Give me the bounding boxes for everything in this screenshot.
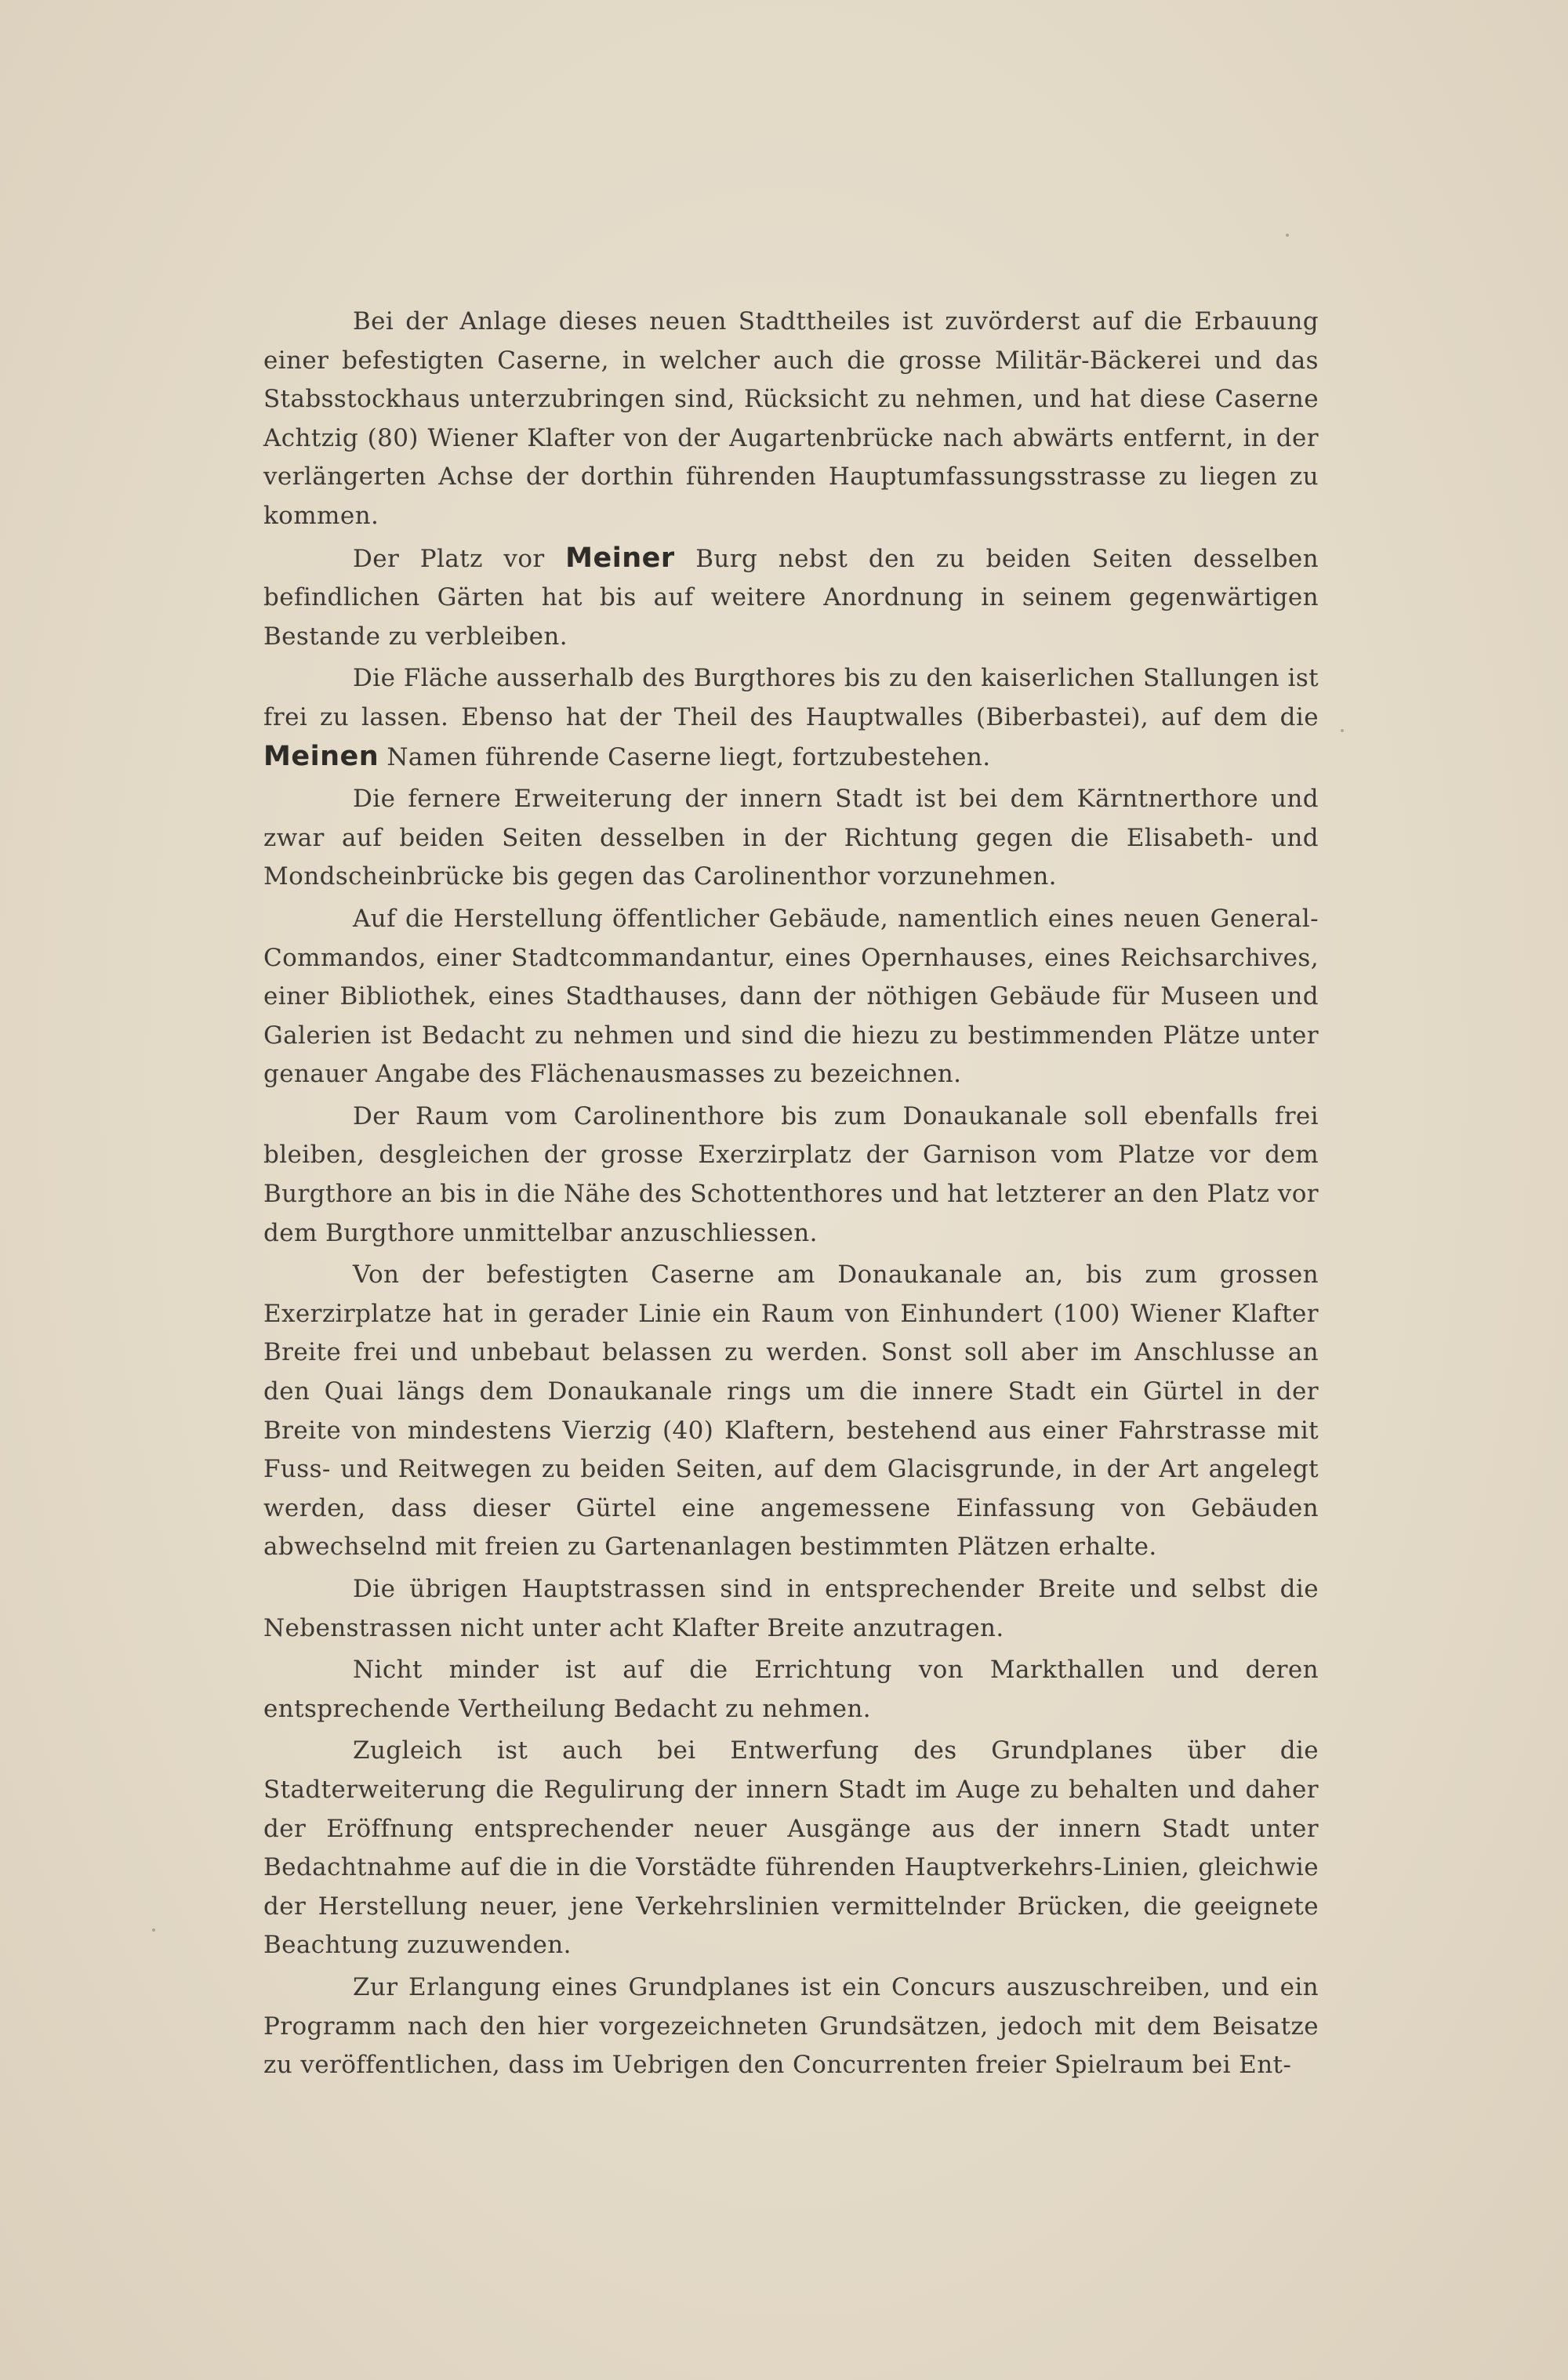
paper-speck bbox=[1286, 234, 1289, 237]
paragraph bbox=[263, 1968, 1319, 2085]
paragraph-text: Namen führende Caserne liegt, fortzubestehen. bbox=[379, 742, 991, 771]
paragraph-text: Zur Erlangung eines Grundplanes ist ein Concurs auszuschreiben, und ein Programm nach den hier vorgezeichneten Grundsätzen, jedoch mit dem Beisatze zu veröffentlichen, dass im Uebrigen den Concurrenten freier Spielraum bei Ent- bbox=[263, 1972, 1319, 2080]
emphasized-word: Meinen bbox=[263, 740, 379, 772]
paragraph bbox=[263, 303, 1319, 536]
paragraph-text: Der Raum vom Carolinenthore bis zum Donaukanale soll ebenfalls frei bleiben, desgleichen der grosse Exerzirplatz der Garnison vom Platze vor dem Burgthore an bis in die Nähe des Schottenthores und hat letzterer an den Platz vor dem Burgthore unmittelbar anzuschliessen. bbox=[263, 1101, 1319, 1247]
paragraph-text: Der Platz vor bbox=[353, 544, 566, 573]
paragraph bbox=[263, 1256, 1319, 1567]
paragraph bbox=[263, 780, 1319, 897]
paragraph-text: Die übrigen Hauptstrassen sind in entsprechender Breite und selbst die Nebenstrassen nicht unter acht Klafter Breite anzutragen. bbox=[263, 1575, 1319, 1642]
paragraph bbox=[263, 1570, 1319, 1648]
body-text bbox=[263, 303, 1319, 2088]
paragraph-text: Nicht minder ist auf die Errichtung von Markthallen und deren entsprechende Vertheilung Bedacht zu nehmen. bbox=[263, 1656, 1319, 1723]
paragraph bbox=[263, 1651, 1319, 1729]
paragraph bbox=[263, 900, 1319, 1094]
paragraph-text: Bei der Anlage dieses neuen Stadttheiles ist zuvörderst auf die Erbauung einer befestigten Caserne, in welcher auch die grosse Militär-Bäckerei und das Stabsstockhaus unterzubringen sind, Rücksicht zu nehmen, und hat diese Caserne Achtzig (80) Wiener Klafter von der Augartenbrücke nach abwärts entfernt, in der verlängerten Achse der dorthin führenden Hauptumfassungsstrasse zu liegen zu kommen. bbox=[263, 307, 1319, 530]
emphasized-word: Meiner bbox=[565, 542, 675, 574]
paragraph-text: Zugleich ist auch bei Entwerfung des Grundplanes über die Stadterweiterung die Regulirung der innern Stadt im Auge zu behalten und daher der Eröffnung entsprechender neuer Ausgänge aus der innern Stadt unter Bedachtnahme auf die in die Vorstädte führenden Hauptverkehrs-Linien, gleichwie der Herstellung neuer, jene Verkehrslinien vermittelnder Brücken, die geeignete Beachtung zuzuwenden. bbox=[263, 1736, 1319, 1960]
paragraph-text: Die fernere Erweiterung der innern Stadt ist bei dem Kärntnerthore und zwar auf beiden Seiten desselben in der Richtung gegen die Elisabeth- und Mondscheinbrücke bis gegen das Carolinenthor vorzunehmen. bbox=[263, 785, 1319, 891]
paragraph bbox=[263, 659, 1319, 777]
paragraph bbox=[263, 1097, 1319, 1253]
paper-speck bbox=[1341, 729, 1344, 732]
paragraph bbox=[263, 1732, 1319, 1965]
paragraph bbox=[263, 539, 1319, 657]
paper-speck bbox=[152, 1928, 155, 1932]
paragraph-text: Auf die Herstellung öffentlicher Gebäude, namentlich eines neuen General-Commandos, einer Stadtcommandantur, eines Opernhauses, eines Reichsarchives, einer Bibliothek, eines Stadthauses, dann der nöthigen Gebäude für Museen und Galerien ist Bedacht zu nehmen und sind die hiezu zu bestimmenden Plätze unter genauer Angabe des Flächenausmasses zu bezeichnen. bbox=[263, 904, 1319, 1089]
paragraph-text: Die Fläche ausserhalb des Burgthores bis zu den kaiserlichen Stallungen ist frei zu lassen. Ebenso hat der Theil des Hauptwalles (Biberbastei), auf dem die bbox=[263, 664, 1319, 731]
paragraph-text: Burg nebst den zu beiden Seiten desselben befindlichen Gärten hat bis auf weitere Anordnung in seinem gegenwärtigen Bestande zu verbleiben. bbox=[263, 544, 1319, 651]
paragraph-text: Von der befestigten Caserne am Donaukanale an, bis zum grossen Exerzirplatze hat in gerader Linie ein Raum von Einhundert (100) Wiener Klafter Breite frei und unbebaut belassen zu werden. Sonst soll aber im Anschlusse an den Quai längs dem Donaukanale rings um die innere Stadt ein Gürtel in der Breite von mindestens Vierzig (40) Klaftern, bestehend aus einer Fahrstrasse mit Fuss- und Reitwegen zu beiden Seiten, auf dem Glacisgrunde, in der Art angelegt werden, dass dieser Gürtel eine angemessene Einfassung von Gebäuden abwechselnd mit freien zu Gartenanlagen bestimmten Plätzen erhalte. bbox=[263, 1261, 1319, 1562]
